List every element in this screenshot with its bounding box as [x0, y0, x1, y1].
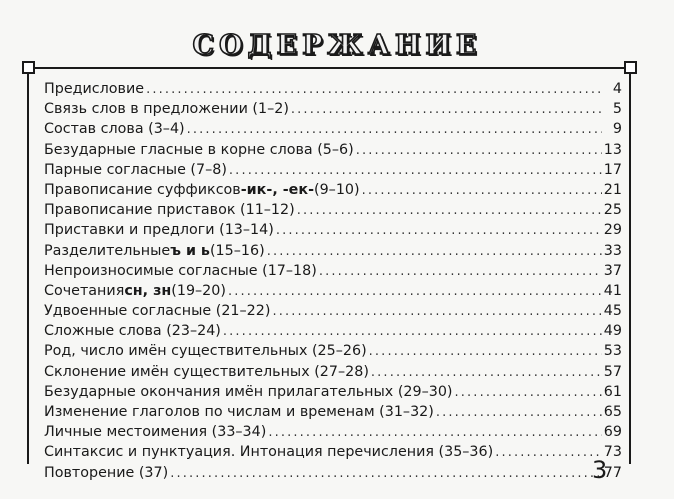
- toc-entry-page: 17: [603, 161, 622, 178]
- toc-entry-page: 37: [603, 262, 622, 279]
- dot-leader: [455, 382, 602, 403]
- header-rule: [30, 67, 630, 69]
- toc-entry-title-suffix: (9–10): [314, 181, 360, 198]
- toc-entry-title-bold: -ик-, -ек-: [240, 181, 314, 198]
- dot-leader: [187, 119, 602, 140]
- toc-entry-title: Сочетания: [44, 282, 125, 299]
- toc-entry-page: 73: [603, 444, 622, 461]
- toc-entry: [44, 382, 622, 402]
- toc-entry-title: Изменение глаголов по числам и временам (31–32): [44, 404, 434, 420]
- toc-entry-page: 5: [612, 101, 622, 118]
- toc-entry-title: Склонение имён существительных (27–28): [44, 363, 369, 380]
- toc-entry-page: 65: [603, 404, 622, 420]
- toc-entry-title: Безударные окончания имён прилагательных (29–30): [44, 383, 453, 400]
- dot-leader: [272, 301, 601, 322]
- dot-leader: [297, 200, 602, 221]
- toc-entry: [44, 140, 622, 160]
- toc-entry-title-suffix: (19–20): [171, 282, 226, 299]
- dot-leader: [356, 140, 602, 161]
- dot-leader: [228, 281, 602, 302]
- toc-entry: [44, 301, 622, 321]
- toc-entry-title-suffix: (15–16): [209, 242, 265, 259]
- toc-entry: [44, 180, 622, 200]
- toc-entry-title: Безударные гласные в корне слова (5–6): [44, 141, 354, 158]
- toc-entry-title: Удвоенные согласные (21–22): [44, 303, 271, 320]
- toc-entry-title: Правописание приставок (11–12): [44, 202, 295, 219]
- toc-entry-page: 53: [603, 343, 622, 360]
- toc-entry-page: 57: [603, 363, 622, 380]
- dot-leader: [369, 341, 602, 362]
- toc-entry-page: 45: [603, 303, 622, 320]
- toc-entry: [44, 99, 622, 119]
- rule-corner-left: [22, 61, 35, 74]
- toc-entry-page: 9: [612, 121, 622, 138]
- toc-entry-title: Повторение (37): [44, 464, 169, 481]
- toc-entry: [44, 79, 622, 99]
- table-of-contents: [44, 79, 622, 483]
- dot-leader: [291, 99, 602, 120]
- toc-entry: [44, 281, 622, 301]
- frame-right-line: [629, 74, 631, 464]
- toc-entry: [44, 321, 622, 341]
- toc-entry-page: 4: [612, 81, 622, 97]
- toc-entry-page: 49: [603, 323, 622, 340]
- toc-entry-page: 33: [603, 242, 622, 259]
- toc-entry-title: Правописание суффиксов: [44, 181, 241, 198]
- toc-entry-title: Непроизносимые согласные (17–18): [44, 262, 317, 279]
- toc-entry-title: Личные местоимения (33–34): [44, 424, 267, 441]
- dot-leader: [319, 261, 602, 282]
- toc-entry-page: 13: [603, 141, 622, 158]
- toc-entry: [44, 119, 622, 139]
- toc-entry-title: Парные согласные (7–8): [44, 161, 227, 178]
- toc-entry-title-bold: ъ и ь: [170, 242, 210, 259]
- toc-entry: [44, 241, 622, 261]
- toc-entry: [44, 422, 622, 442]
- dot-leader: [267, 241, 602, 262]
- dot-leader: [268, 422, 601, 443]
- toc-entry: [44, 362, 622, 382]
- toc-entry-title: Состав слова (3–4): [44, 121, 185, 138]
- frame-left-line: [27, 74, 29, 464]
- toc-entry: [44, 160, 622, 180]
- toc-entry-title: Род, число имён существительных (25–26): [44, 343, 367, 360]
- dot-leader: [495, 442, 602, 463]
- toc-entry-page: 61: [603, 383, 622, 400]
- toc-entry-page: 25: [603, 202, 622, 219]
- toc-entry-page: 77: [603, 464, 622, 481]
- dot-leader: [170, 463, 602, 484]
- toc-entry: [44, 442, 622, 462]
- toc-entry: [44, 402, 622, 422]
- toc-entry-title-bold: сн, зн: [124, 282, 172, 299]
- page-title: СОДЕРЖАНИЕ: [192, 30, 482, 61]
- toc-entry: [44, 200, 622, 220]
- toc-entry: [44, 341, 622, 361]
- dot-leader: [146, 79, 602, 100]
- toc-entry-page: 29: [603, 222, 622, 239]
- toc-entry-title: Синтаксис и пунктуация. Интонация перечисления (35–36): [44, 444, 494, 461]
- toc-entry: [44, 220, 622, 240]
- toc-entry-page: 41: [603, 282, 622, 299]
- dot-leader: [362, 180, 602, 201]
- dot-leader: [436, 402, 602, 423]
- toc-entry-page: 21: [603, 181, 622, 198]
- toc-entry-page: 69: [603, 424, 622, 441]
- toc-entry-title: Связь слов в предложении (1–2): [44, 101, 289, 118]
- toc-entry: [44, 261, 622, 281]
- dot-leader: [229, 160, 602, 181]
- page-number: 3: [592, 456, 608, 484]
- toc-entry-title: Предисловие: [44, 81, 145, 97]
- toc-entry-title: Сложные слова (23–24): [44, 323, 221, 340]
- dot-leader: [371, 362, 602, 383]
- toc-entry-title: Приставки и предлоги (13–14): [44, 222, 274, 239]
- dot-leader: [276, 220, 602, 241]
- dot-leader: [223, 321, 602, 342]
- toc-entry: [44, 463, 622, 483]
- rule-corner-right: [624, 61, 637, 74]
- toc-entry-title: Разделительные: [44, 242, 171, 259]
